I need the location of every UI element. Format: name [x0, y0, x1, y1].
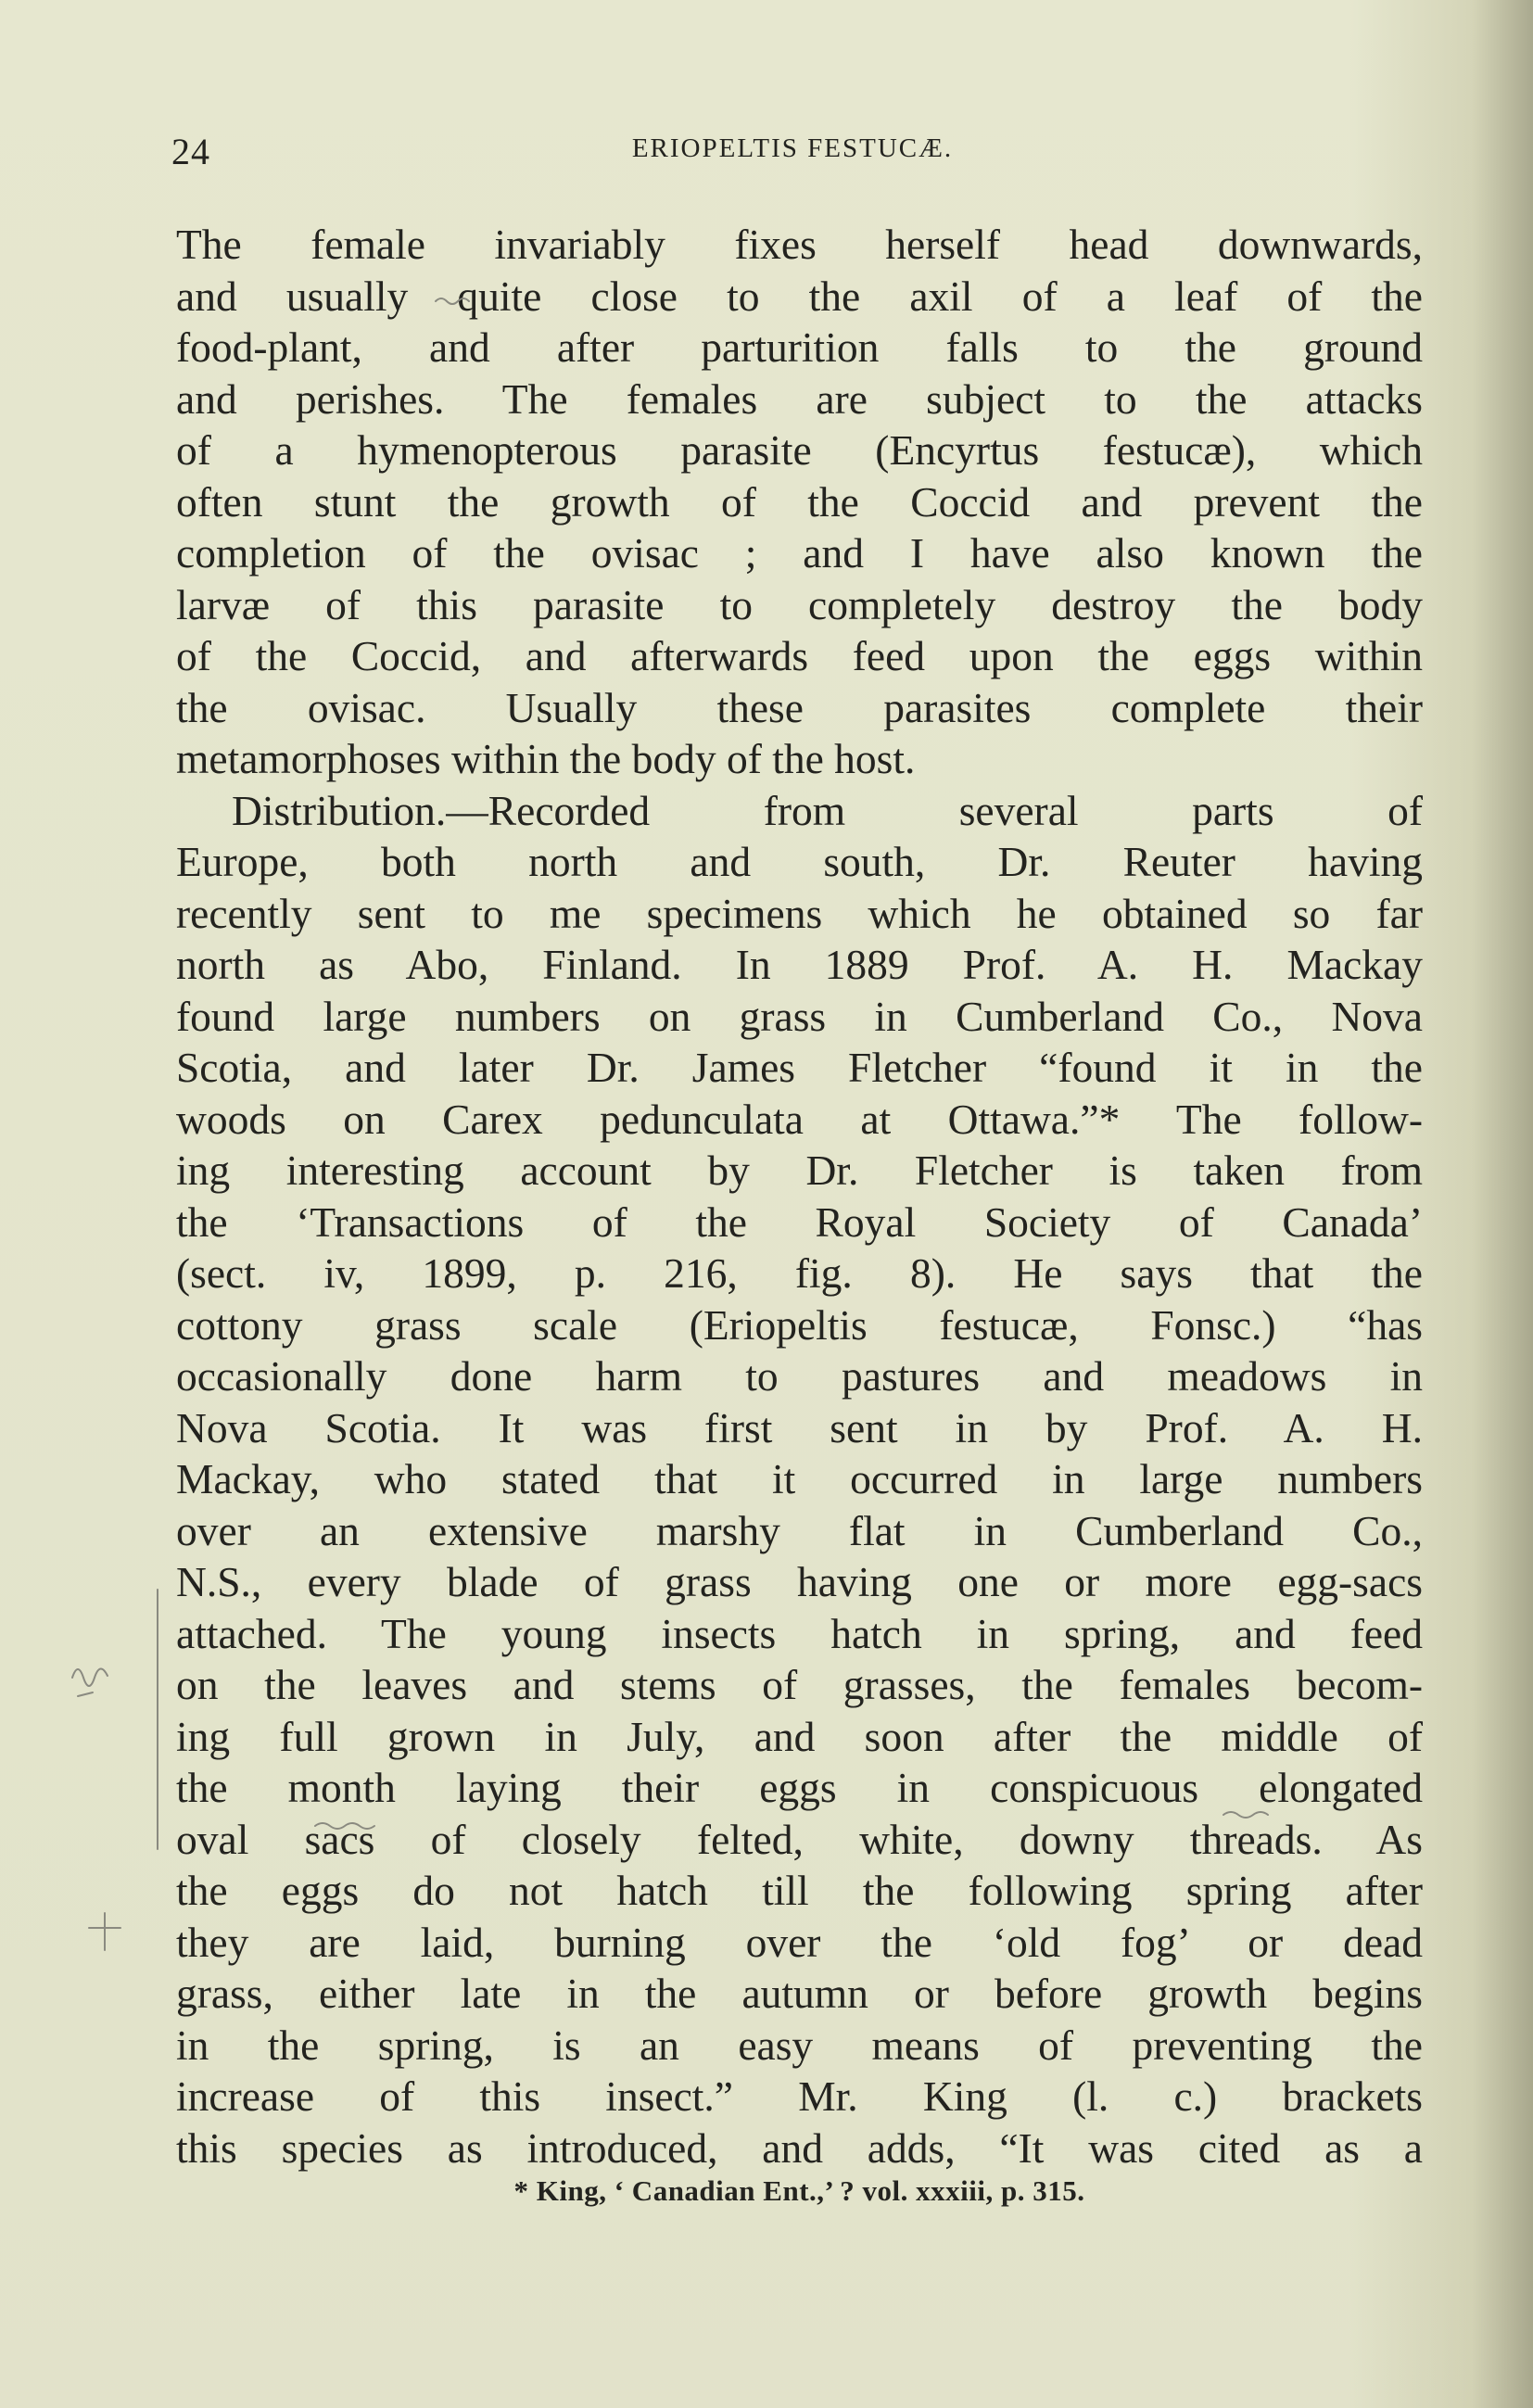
text-line: Mackay, who stated that it occurred in large numbers — [176, 1455, 1423, 1502]
text-line: found large numbers on grass in Cumberland Co., Nova — [176, 992, 1423, 1040]
text-line: attached. The young insects hatch in spring, and feed — [176, 1609, 1423, 1657]
text-line: north as Abo, Finland. In 1889 Prof. A. H. Mackay — [176, 941, 1423, 988]
text-line: Scotia, and later Dr. James Fletcher “found it in the — [176, 1044, 1423, 1091]
text-line: on the leaves and stems of grasses, the females becom- — [176, 1661, 1423, 1708]
text-line: recently sent to me specimens which he obtained so far — [176, 889, 1423, 937]
text-line: increase of this insect.” Mr. King (l. c.) brackets — [176, 2072, 1423, 2120]
text-line: this species as introduced, and adds, “It was cited as a — [176, 2123, 1423, 2172]
text-line: in the spring, is an easy means of preventing the — [176, 2021, 1423, 2069]
text-line: ing full grown in July, and soon after the middle of — [176, 1712, 1423, 1760]
text-line: woods on Carex pedunculata at Ottawa.”* The follow- — [176, 1095, 1423, 1143]
text-line: of a hymenopterous parasite (Encyrtus festucæ), which — [176, 426, 1423, 474]
body-text — [176, 219, 1423, 2174]
running-head: ERIOPELTIS FESTUCÆ. — [631, 133, 954, 163]
text-line: of the Coccid, and afterwards feed upon the eggs within — [176, 632, 1423, 679]
text-line: cottony grass scale (Eriopeltis festucæ, Fonsc.) “has — [176, 1300, 1423, 1349]
text-line: larvæ of this parasite to completely destroy the body — [176, 580, 1423, 628]
text-line: the eggs do not hatch till the following spring after — [176, 1867, 1423, 1914]
text-line: grass, either late in the autumn or before growth begins — [176, 1970, 1423, 2017]
text-line: N.S., every blade of grass having one or more egg-sacs — [176, 1558, 1423, 1605]
page-number: 24 — [171, 131, 210, 172]
text-line: completion of the ovisac ; and I have also known the — [176, 529, 1423, 577]
text-line: Nova Scotia. It was first sent in by Prof. A. H. — [176, 1403, 1423, 1451]
text-line: oval sacs of closely felted, white, downy threads. As — [176, 1815, 1423, 1863]
text-line: Distribution.—Recorded from several parts of — [232, 786, 1423, 834]
text-line: occasionally done harm to pastures and meadows in — [176, 1352, 1423, 1400]
text-line: the ovisac. Usually these parasites complete their — [176, 683, 1423, 731]
footnote: * King, ‘ Canadian Ent.,’ ? vol. xxxiii, p. 315. — [513, 2174, 1085, 2207]
text-line: often stunt the growth of the Coccid and prevent the — [176, 477, 1423, 526]
margin-scribble-mark — [72, 1668, 108, 1696]
text-line: metamorphoses within the body of the host. — [176, 735, 916, 782]
text-line: the ‘Transactions of the Royal Society of Canada’ — [176, 1198, 1423, 1246]
text-line: and perishes. The females are subject to the attacks — [176, 374, 1423, 423]
text-line: (sect. iv, 1899, p. 216, fig. 8). He says that the — [176, 1249, 1423, 1297]
text-line: The female invariably fixes herself head downwards, — [176, 221, 1423, 268]
text-line: they are laid, burning over the ‘old fog’ or dead — [176, 1918, 1423, 1966]
text-line: food-plant, and after parturition falls to the ground — [176, 323, 1423, 371]
text-line: over an extensive marshy flat in Cumberland Co., — [176, 1506, 1423, 1554]
margin-cross-mark — [89, 1913, 120, 1950]
text-line: and usually quite close to the axil of a leaf of the — [176, 272, 1423, 320]
text-line: Europe, both north and south, Dr. Reuter having — [176, 838, 1423, 885]
page-header — [171, 130, 1413, 176]
text-line: the month laying their eggs in conspicuous elongated — [176, 1764, 1423, 1811]
text-line: ing interesting account by Dr. Fletcher is taken from — [176, 1147, 1423, 1194]
